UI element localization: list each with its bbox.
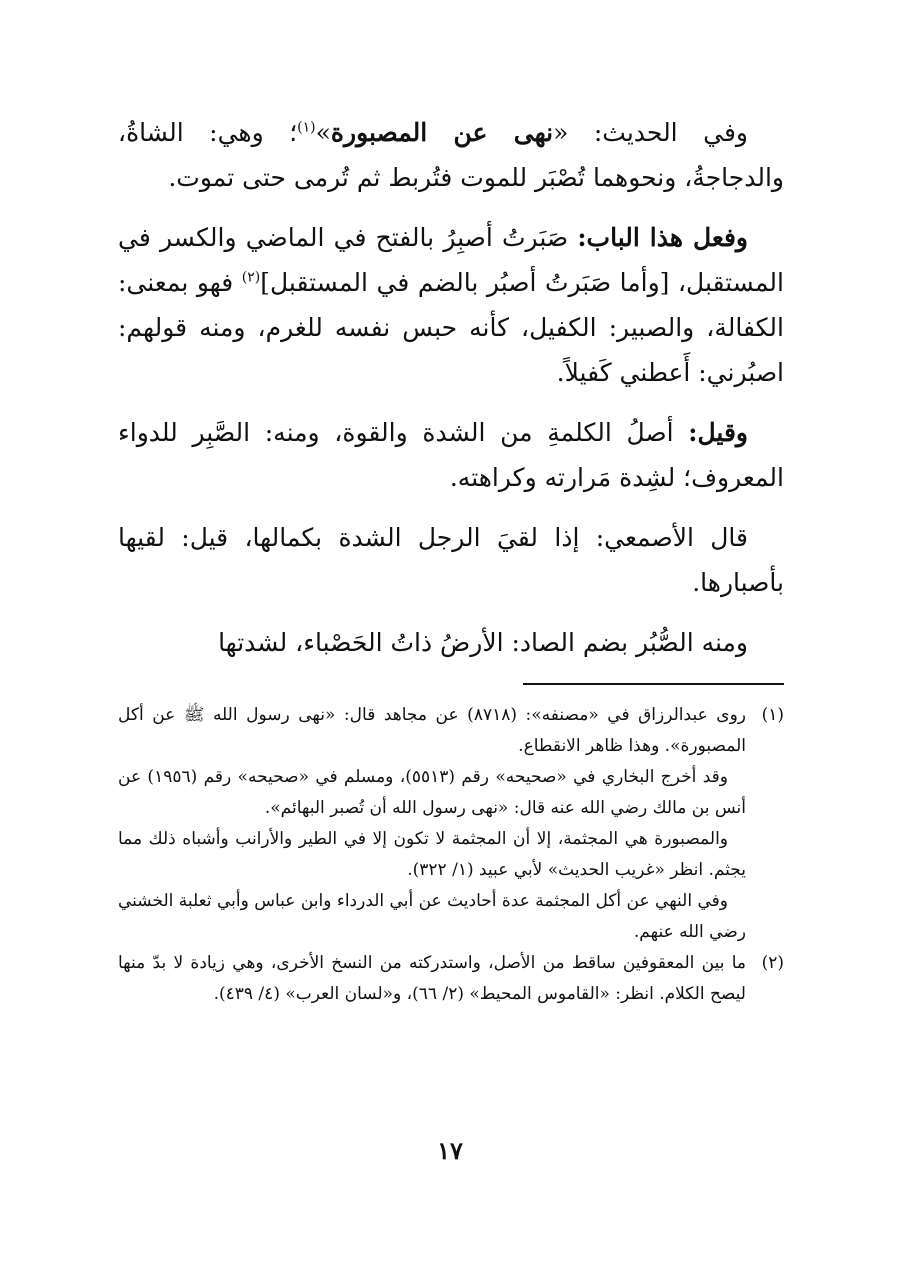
- footnote-text: وفي النهي عن أكل المجثمة عدة أحاديث عن أبي الدرداء وابن عباس وأبي ثعلبة الخشني رضي الله عنهم.: [118, 891, 746, 942]
- paragraph-3: [118, 410, 784, 500]
- text-run: فهو بمعنى: الكفالة، والصبير: الكفيل، كأنه حبس نفسه للغرم، ومنه قولهم: اصبُرني: أَعطني كَفيلاً.: [118, 268, 784, 387]
- footnotes: [118, 700, 784, 1010]
- page-number: ١٧: [437, 1136, 463, 1165]
- bold-lead: وفعل هذا الباب:: [577, 223, 748, 252]
- paragraph-5: [118, 620, 784, 665]
- footnote-ref-2[interactable]: (٢): [241, 269, 261, 286]
- main-text: [118, 110, 784, 680]
- text-run: ومنه الصُّبُر بضم الصاد: الأرضُ ذاتُ الحَصْباء، لشدتها: [218, 628, 748, 657]
- hadith-quote: نهى عن المصبورة: [330, 118, 554, 147]
- text-run: صَبَرتُ أصبِرُ بالفتح في الماضي والكسر في المستقبل، [وأما صَبَرتُ أصبُر بالضم في المستقبل]: [118, 223, 784, 297]
- footnote-1: [118, 700, 784, 762]
- text-run: ؛ وهي: الشاةُ، والدجاجةُ، ونحوهما تُصْبَر للموت فتُربط ثم تُرمى حتى تموت.: [118, 118, 784, 192]
- footnote-separator: [523, 683, 784, 685]
- text-run: قال الأصمعي: إذا لقيَ الرجل الشدة بكمالها، قيل: لقيها بأصبارها.: [118, 523, 784, 597]
- quote-mark: «: [553, 118, 569, 147]
- quote-mark: »: [315, 118, 331, 147]
- bold-lead: وقيل:: [688, 418, 748, 447]
- paragraph-4: [118, 515, 784, 605]
- text-run: وفي الحديث:: [568, 118, 749, 147]
- paragraph-1: [118, 110, 784, 200]
- text-run: أصلُ الكلمةِ من الشدة والقوة، ومنه: الصَّبِر للدواء المعروف؛ لشِدة مَرارته وكراهته.: [118, 418, 784, 492]
- footnote-text: والمصبورة هي المجثمة، إلا أن المجثمة لا تكون إلا في الطير والأرانب وأشباه ذلك مما يجثم. انظر «غريب الحديث» لأبي عبيد (١/ ٣٢٢).: [118, 829, 746, 880]
- footnote-text: روى عبدالرزاق في «مصنفه»: (٨٧١٨) عن مجاهد قال: «نهى رسول الله ﷺ عن أكل المصبورة». وهذا ظاهر الانقطاع.: [118, 705, 746, 756]
- footnote-text: ما بين المعقوفين ساقط من الأصل، واستدركته من النسخ الأخرى، وهي زيادة لا بدّ منها ليصح الكلام. انظر: «القاموس المحيط» (٢/ ٦٦)، و«لسان العرب» (٤/ ٤٣٩).: [118, 953, 746, 1004]
- paragraph-2: [118, 215, 784, 395]
- footnote-2: [118, 948, 784, 1010]
- footnote-number: (١): [761, 705, 784, 725]
- footnote-number: (٢): [761, 953, 784, 973]
- footnote-ref-1[interactable]: (١): [297, 119, 316, 136]
- footnote-text: وقد أخرج البخاري في «صحيحه» رقم (٥٥١٣)، ومسلم في «صحيحه» رقم (١٩٥٦) عن أنس بن مالك رضي الله عنه قال: «نهى رسول الله أن تُصبر البهائم».: [118, 767, 746, 818]
